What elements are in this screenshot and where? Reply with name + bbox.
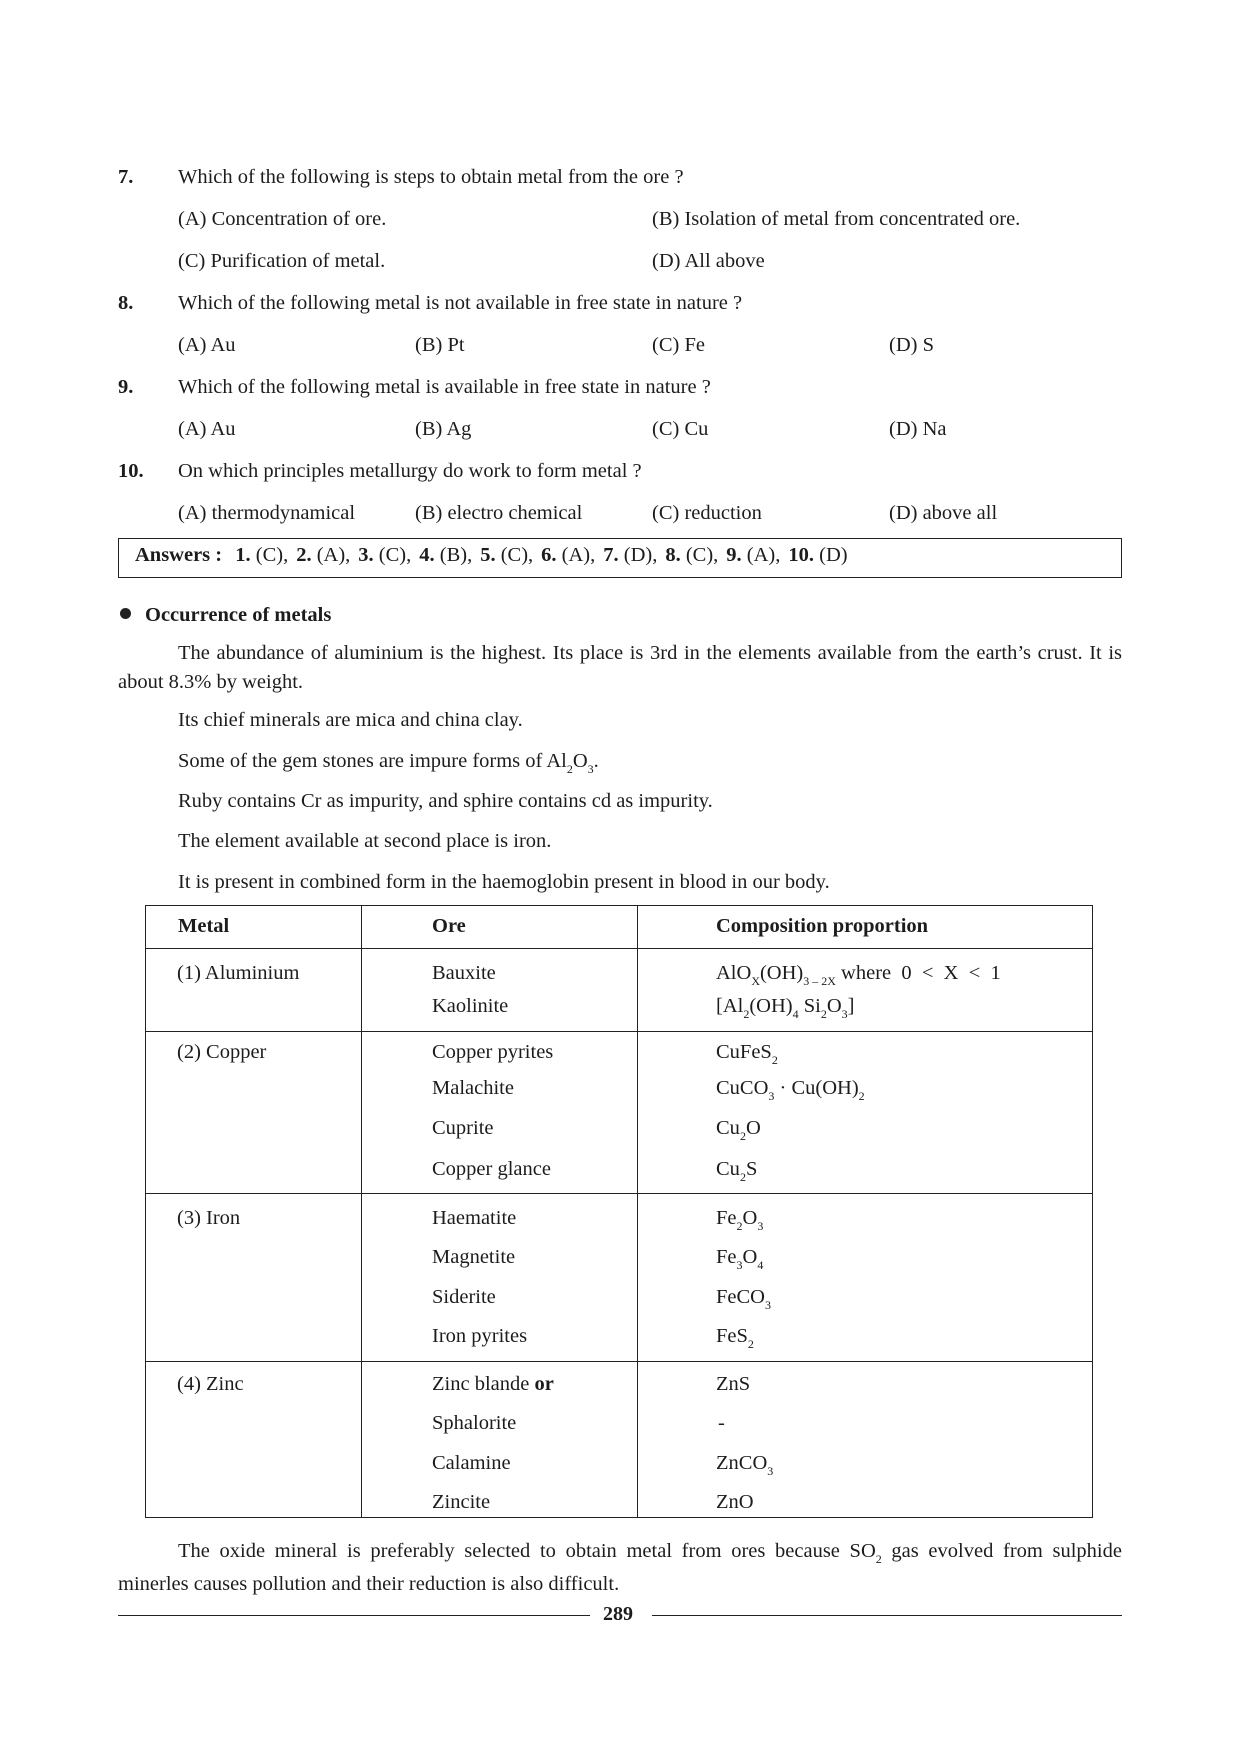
metal-iron: (3) Iron xyxy=(177,1207,241,1229)
question-9-text: Which of the following metal is available in free state in nature ? xyxy=(178,376,711,398)
metal-zinc: (4) Zinc xyxy=(177,1373,244,1395)
section-heading-text: Occurrence of metals xyxy=(145,604,332,626)
ore-copper-glance: Copper glance xyxy=(432,1158,551,1180)
question-8-text: Which of the following metal is not available in free state in nature ? xyxy=(178,292,743,314)
question-9-number: 9. xyxy=(118,376,134,398)
question-8-option-c: (C) Fe xyxy=(652,334,705,356)
question-10-text: On which principles metallurgy do work to form metal ? xyxy=(178,460,642,482)
answer-item: 2. (A), xyxy=(296,544,351,566)
ore-malachite: Malachite xyxy=(432,1077,514,1099)
question-10-option-b: (B) electro chemical xyxy=(415,502,583,524)
footer-rule-right xyxy=(652,1615,1122,1616)
ore-magnetite: Magnetite xyxy=(432,1246,516,1268)
formula-kaolinite: [$Al_2(OH)_4$ $Si_2O_3$] xyxy=(716,995,855,1021)
formula-bauxite: $AlO_X(OH)_{3 - 2X}$ where 0 < X < 1 xyxy=(716,962,1001,988)
section-heading xyxy=(120,604,331,627)
paragraph-abundance-text: The abundance of aluminium is the highest. Its place is 3rd in the elements available from the earth’s crust. It is about 8.3% by weight. xyxy=(118,642,1122,693)
line-iron: The element available at second place is iron. xyxy=(178,830,552,852)
answer-item: 5. (C), xyxy=(480,544,534,566)
formula-zincite: ZnO xyxy=(716,1491,754,1513)
question-9-option-b: (B) Ag xyxy=(415,418,472,440)
formula-magnetite: $Fe_3O_4$ xyxy=(716,1246,764,1272)
formula-copper-glance: $Cu_2S$ xyxy=(716,1158,758,1184)
answer-item: 10. (D) xyxy=(788,544,848,566)
table-header-composition: Composition proportion xyxy=(716,915,929,937)
answer-item: 8. (C), xyxy=(665,544,719,566)
question-7-option-c: (C) Purification of metal. xyxy=(178,250,386,272)
table-header-ore: Ore xyxy=(432,915,466,937)
ore-sphalorite: Sphalorite xyxy=(432,1412,517,1434)
line-blood: It is present in combined form in the haemoglobin present in blood in our body. xyxy=(178,871,830,893)
page-number: 289 xyxy=(603,1603,633,1625)
answer-item: 7. (D), xyxy=(603,544,658,566)
ores-table xyxy=(145,905,1093,1518)
answers-list xyxy=(227,544,847,566)
answer-item: 4. (B), xyxy=(419,544,473,566)
answer-item: 6. (A), xyxy=(541,544,596,566)
ore-kaolinite: Kaolinite xyxy=(432,995,509,1017)
ore-bauxite: Bauxite xyxy=(432,962,496,984)
formula-iron-pyrites: FeS$_2$ xyxy=(716,1325,754,1351)
formula-sphalorite: - xyxy=(718,1412,725,1434)
answer-item: 1. (C), xyxy=(235,544,289,566)
question-7-option-d: (D) All above xyxy=(652,250,765,272)
question-8-option-d: (D) S xyxy=(889,334,934,356)
ore-haematite: Haematite xyxy=(432,1207,517,1229)
ore-iron-pyrites: Iron pyrites xyxy=(432,1325,528,1347)
question-10-option-d: (D) above all xyxy=(889,502,998,524)
question-8-number: 8. xyxy=(118,292,134,314)
question-7-option-b: (B) Isolation of metal from concentrated ore. xyxy=(652,208,1021,230)
formula-haematite: $Fe_2O_3$ xyxy=(716,1207,764,1233)
ore-cuprite: Cuprite xyxy=(432,1117,494,1139)
question-10-number: 10. xyxy=(118,460,144,482)
question-9-option-d: (D) Na xyxy=(889,418,947,440)
question-8-option-a: (A) Au xyxy=(178,334,236,356)
ore-siderite: Siderite xyxy=(432,1286,496,1308)
question-7-text: Which of the following is steps to obtain metal from the ore ? xyxy=(178,166,684,188)
table-header-metal: Metal xyxy=(178,915,230,937)
ore-copper-pyrites: Copper pyrites xyxy=(432,1041,554,1063)
formula-malachite: CuCO$_3$ · $Cu(OH)_2$ xyxy=(716,1077,865,1103)
question-9-option-a: (A) Au xyxy=(178,418,236,440)
question-9-option-c: (C) Cu xyxy=(652,418,709,440)
formula-cuprite: $Cu_2O$ xyxy=(716,1117,761,1143)
footer-rule-left xyxy=(118,1615,590,1616)
ore-zinc-blande: Zinc blande or xyxy=(432,1373,554,1395)
formula-calamine: ZnCO$_3$ xyxy=(716,1452,774,1478)
answers-box xyxy=(118,538,1122,578)
bullet-icon xyxy=(120,608,131,619)
paragraph-abundance xyxy=(118,639,1122,697)
question-10-option-c: (C) reduction xyxy=(652,502,762,524)
answer-item: 9. (A), xyxy=(726,544,781,566)
answer-item: 3. (C), xyxy=(358,544,412,566)
metal-copper: (2) Copper xyxy=(177,1041,267,1063)
answers-label: Answers : xyxy=(135,544,223,566)
question-7-option-a: (A) Concentration of ore. xyxy=(178,208,387,230)
formula-siderite: FeCO$_3$ xyxy=(716,1286,771,1312)
question-7-number: 7. xyxy=(118,166,134,188)
line-gem-stones: Some of the gem stones are impure forms of $Al_2O_3$. xyxy=(178,750,599,776)
question-8-option-b: (B) Pt xyxy=(415,334,465,356)
formula-copper-pyrites: CuFeS$_2$ xyxy=(716,1041,778,1067)
question-10-option-a: (A) thermodynamical xyxy=(178,502,356,524)
metal-aluminium: (1) Aluminium xyxy=(177,962,300,984)
formula-zinc-blande: ZnS xyxy=(716,1373,751,1395)
line-ruby: Ruby contains Cr as impurity, and sphire contains cd as impurity. xyxy=(178,790,713,812)
line-minerals: Its chief minerals are mica and china clay. xyxy=(178,709,523,731)
ore-calamine: Calamine xyxy=(432,1452,511,1474)
ore-zincite: Zincite xyxy=(432,1491,491,1513)
paragraph-oxide-mineral: The oxide mineral is preferably selected to obtain metal from ores because $SO_2$ gas evolved from sulphide minerles causes pollution and their reduction is also difficult. xyxy=(118,1540,1122,1595)
